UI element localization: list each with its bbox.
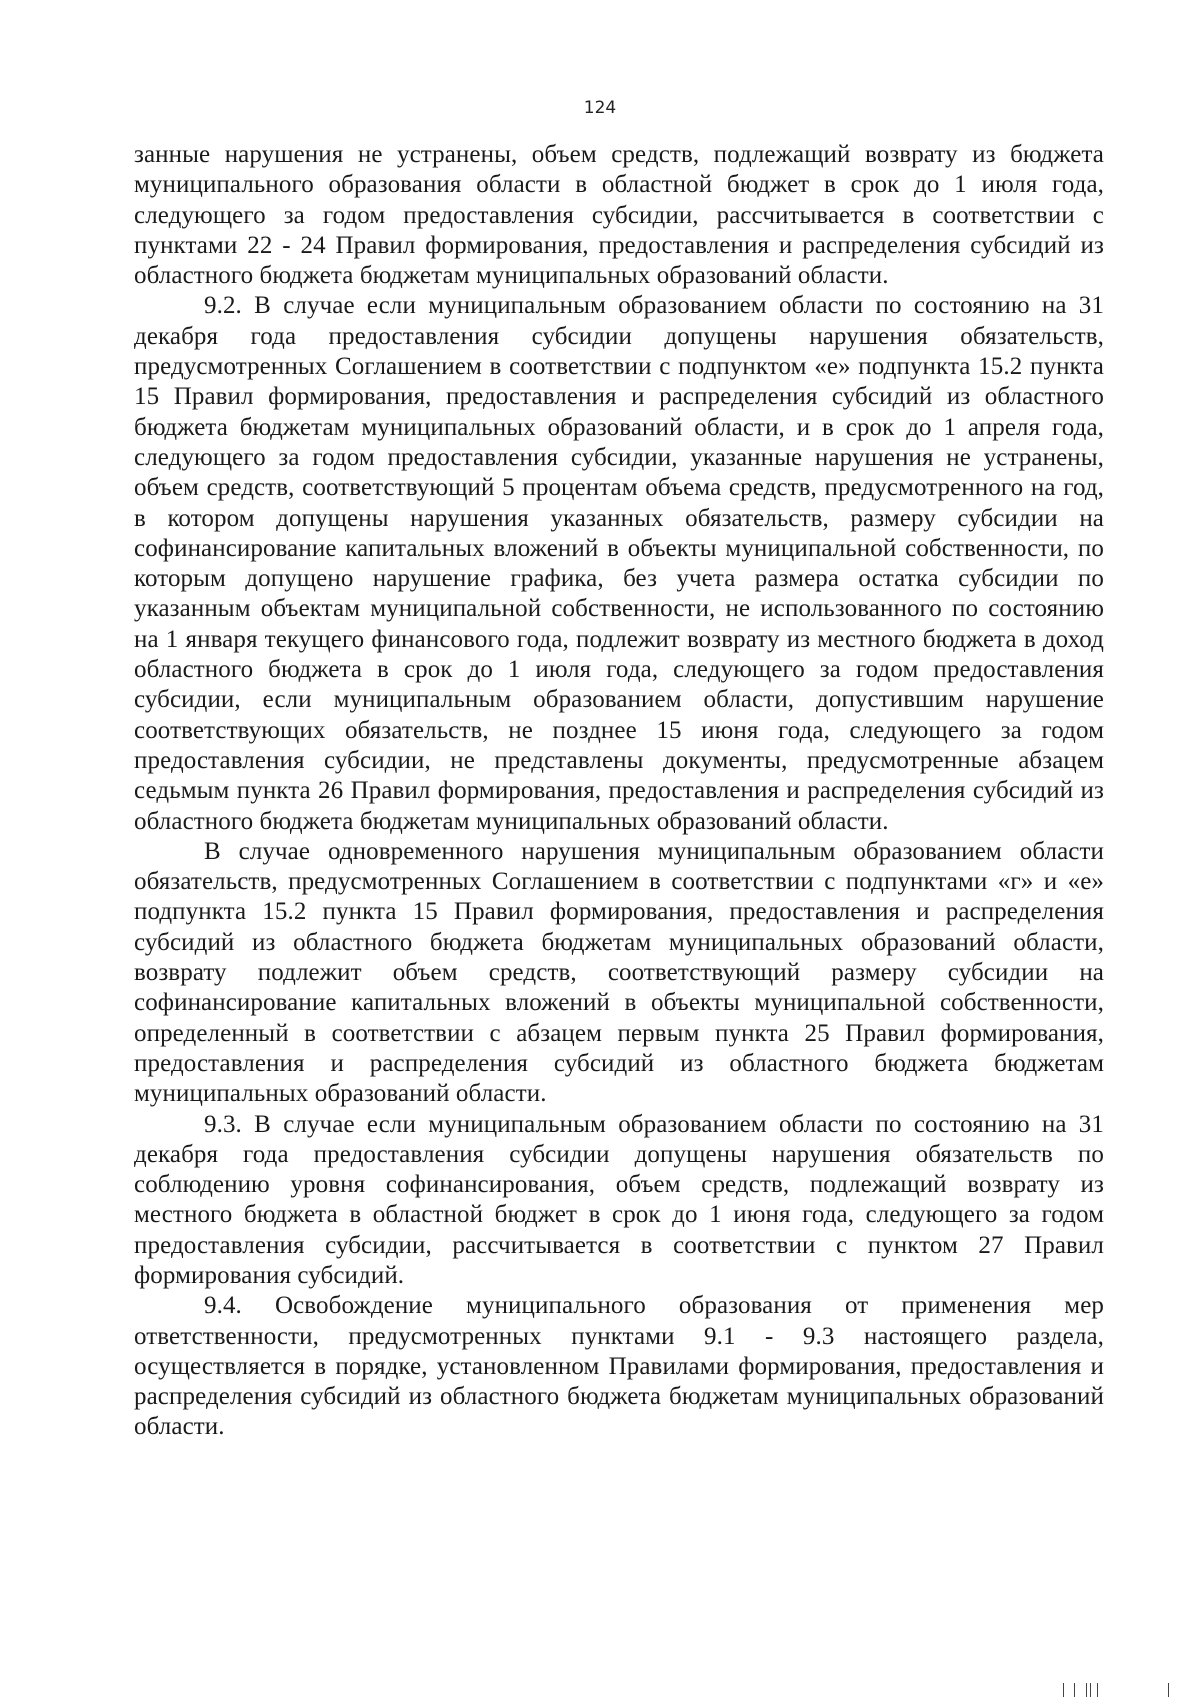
paragraph-9-3: 9.3. В случае если муниципальным образованием области по состоянию на 31 декабря года предоставления субсидии допущены нарушения обязательств по соблюдению уровня софинансирования, объем средств, подлежащий возврату из местного бюджета в областной бюджет в срок до 1 июня года, следующего за годом предоставления субсидии, рассчитывается в соответствии с пунктом 27 Правил формирования субсидий. [134, 1110, 1104, 1289]
scan-mark [1074, 1683, 1075, 1697]
paragraph-9-2: 9.2. В случае если муниципальным образованием области по состоянию на 31 декабря года предоставления субсидии допущены нарушения обязательств, предусмотренных Соглашением в соответствии с подпунктом «е» подпункта 15.2 пункта 15 Правил формирования, предоставления и распределения субсидий из областного бюджета бюджетам муниципальных образований области, и в срок до 1 апреля года, следующего за годом предоставления субсидии, указанные нарушения не устранены, объем средств, соответствующий 5 процентам объема средств, предусмотренного на год, в котором допущены нарушения указанных обязательств, размеру субсидии на софинансирование капитальных вложений в объекты муниципальной собственности, по которым допущено нарушение графика, без учета размера остатка субсидии по указанным объектам муниципальной собственности, не использованного по состоянию на 1 января текущего финансового года, подлежит возврату из местного бюджета в доход областного бюджета в срок до 1 июля года, следующего за годом предоставления субсидии, если муниципальным образованием области, допустившим нарушение соответствующих обязательств, не позднее 15 июня года, следующего за годом предоставления субсидии, не представлены документы, предусмотренные абзацем седьмым пункта 26 Правил формирования, предоставления и распределения субсидий из областного бюджета бюджетам муниципальных образований области. [134, 292, 1104, 835]
scan-mark [1090, 1683, 1091, 1697]
paragraph-continuation: занные нарушения не устранены, объем средств, подлежащий возврату из бюджета муниципального образования области в областной бюджет в срок до 1 июля года, следующего за годом предоставления субсидии, рассчитывается в соответствии с пунктами 22 - 24 Правил формирования, предоставления и распределения субсидий из областного бюджета бюджетам муниципальных образований области. [134, 141, 1104, 290]
scan-mark [1168, 1683, 1169, 1697]
document-body [134, 140, 1104, 1443]
scan-mark [1063, 1683, 1064, 1697]
page-number: 124 [583, 98, 617, 118]
paragraph-9-4: 9.4. Освобождение муниципального образования от применения мер ответственности, предусмотренных пунктами 9.1 - 9.3 настоящего раздела, осуществляется в порядке, установленном Правилами формирования, предоставления и распределения субсидий из областного бюджета бюджетам муниципальных образований области. [134, 1292, 1104, 1441]
scan-mark [1097, 1683, 1098, 1697]
paragraph-simultaneous-violation: В случае одновременного нарушения муниципальным образованием области обязательств, предусмотренных Соглашением в соответствии с подпунктами «г» и «е» подпункта 15.2 пункта 15 Правил формирования, предоставления и распределения субсидий из областного бюджета бюджетам муниципальных образований области, возврату подлежит объем средств, соответствующий размеру субсидии на софинансирование капитальных вложений в объекты муниципальной собственности, определенный в соответствии с абзацем первым пункта 25 Правил формирования, предоставления и распределения субсидий из областного бюджета бюджетам муниципальных образований области. [134, 837, 1104, 1108]
scan-mark [1086, 1683, 1087, 1697]
